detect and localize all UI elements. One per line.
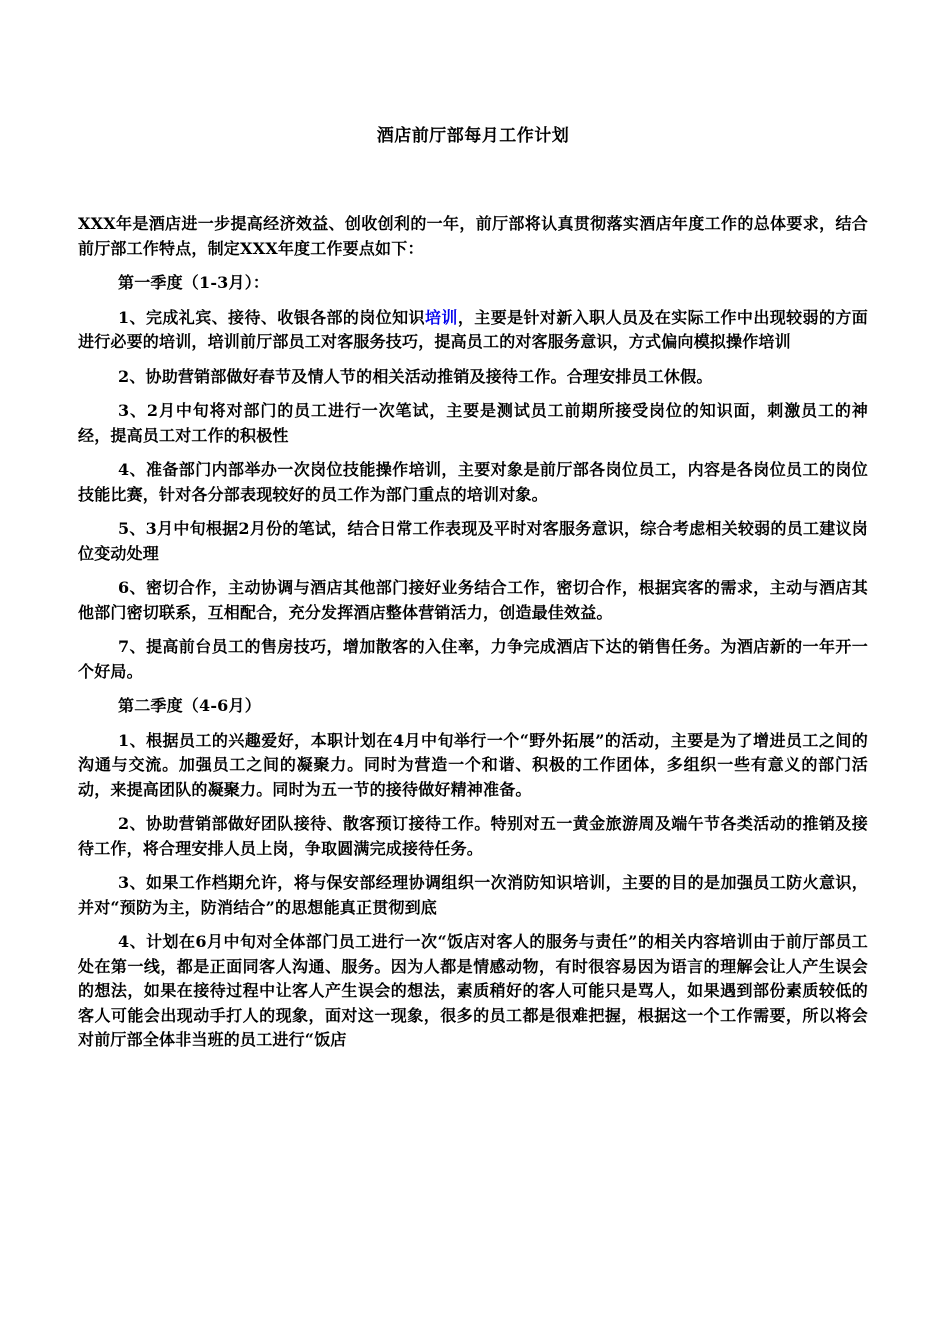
- q1-item-1-text-after: ，主要是针对新入职人员及在实际工作中出现较弱的方面进行必要的培训，培训前厅部员工对客服务技巧，提高员工的对客服务意识，方式偏向模拟操作培训: [78, 307, 869, 351]
- q1-heading: 第一季度（1-3月）：: [118, 273, 270, 292]
- training-link[interactable]: 培训: [425, 307, 458, 327]
- q1-item-7: 7、提高前台员工的售房技巧，增加散客的入住率，力争完成酒店下达的销售任务。为酒店新的一年开一个好局。: [78, 637, 868, 681]
- q2-heading: 第二季度（4-6月）: [118, 696, 261, 715]
- q1-item-5: 5、3月中旬根据2月份的笔试，结合日常工作表现及平时对客服务意识，综合考虑相关较弱的员工建议岗位变动处理: [78, 519, 868, 563]
- q1-item-4: 4、准备部门内部举办一次岗位技能操作培训，主要对象是前厅部各岗位员工，内容是各岗位员工的岗位技能比赛，针对各分部表现较好的员工作为部门重点的培训对象。: [78, 460, 868, 504]
- intro-paragraph: XXX年是酒店进一步提高经济效益、创收创利的一年，前厅部将认真贯彻落实酒店年度工作的总体要求，结合前厅部工作特点，制定XXX年度工作要点如下：: [78, 214, 868, 258]
- q1-item-1: [78, 306, 868, 355]
- q2-item-2: 2、协助营销部做好团队接待、散客预订接待工作。特别对五一黄金旅游周及端午节各类活动的推销及接待工作，将合理安排人员上岗，争取圆满完成接待任务。: [78, 814, 868, 858]
- document-title: 酒店前厅部每月工作计划: [376, 126, 570, 146]
- document-body: [78, 212, 868, 1063]
- q1-item-2: 2、协助营销部做好春节及情人节的相关活动推销及接待工作。合理安排员工休假。: [118, 366, 713, 386]
- q2-item-1: 1、根据员工的兴趣爱好，本职计划在4月中旬举行一个“野外拓展”的活动，主要是为了增进员工之间的沟通与交流。加强员工之间的凝聚力。同时为营造一个和谐、积极的工作团体，多组织一些有意义的部门活动，来提高团队的凝聚力。同时为五一节的接待做好精神准备。: [78, 730, 868, 799]
- q1-item-3: 3、2月中旬将对部门的员工进行一次笔试，主要是测试员工前期所接受岗位的知识面，刺激员工的神经，提高员工对工作的积极性: [78, 401, 868, 445]
- q1-item-6: 6、密切合作，主动协调与酒店其他部门接好业务结合工作，密切合作，根据宾客的需求，主动与酒店其他部门密切联系，互相配合，充分发挥酒店整体营销活力，创造最佳效益。: [78, 578, 868, 622]
- q2-item-4: 4、计划在6月中旬对全体部门员工进行一次“饭店对客人的服务与责任”的相关内容培训由于前厅部员工处在第一线，都是正面同客人沟通、服务。因为人都是情感动物，有时很容易因为语言的理解会让人产生误会的想法，如果在接待过程中让客人产生误会的想法，素质稍好的客人可能只是骂人，如果遇到部份素质较低的客人可能会出现动手打人的现象，面对这一现象，很多的员工都是很难把握，根据这一个工作需要，所以将会对前厅部全体非当班的员工进行“饭店: [78, 932, 868, 1049]
- q1-item-1-text-before: 1、完成礼宾、接待、收银各部的岗位知识: [118, 307, 426, 327]
- q2-item-3: 3、如果工作档期允许，将与保安部经理协调组织一次消防知识培训，主要的目的是加强员工防火意识，并对“预防为主，防消结合”的思想能真正贯彻到底: [78, 873, 868, 917]
